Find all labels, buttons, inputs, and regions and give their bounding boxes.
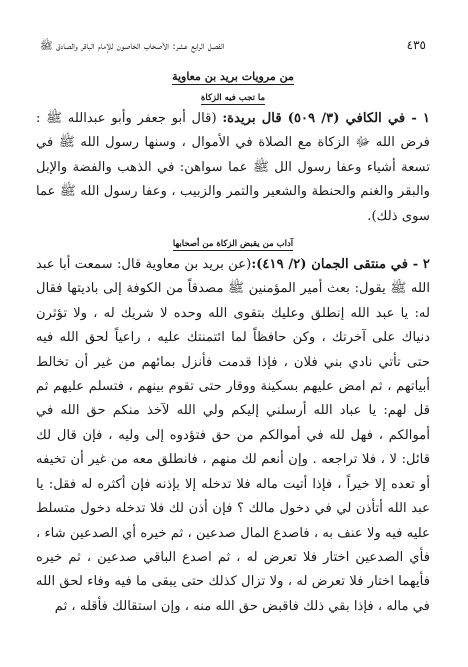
hadith-paragraph-1	[36, 107, 430, 229]
subtitle-block-2	[36, 231, 430, 253]
subsection-title: آداب من يقبض الزكاة من أصحابها	[172, 239, 294, 250]
hadith-reference: ٢ - في منتقى الجمان (٢/ ٤١٩):	[251, 257, 431, 273]
subtitle-block-1	[36, 85, 430, 107]
hadith-reference: ١ - في الكافي (٣/ ٥٠٩) قال بريدة:	[222, 111, 430, 126]
subsection-title: ما تجب فيه الزكاة	[200, 93, 266, 103]
running-header	[36, 38, 430, 53]
section-title: من مرويات بريد بن معاوية	[172, 70, 294, 83]
running-title: الفصل الرابع عشر: الأصحاب الخاصون للإمام الباقر والصادق ﷺ	[40, 40, 225, 52]
page-number: ٤٣٥	[406, 38, 426, 52]
section-title-block	[36, 65, 430, 85]
hadith-paragraph-2	[36, 253, 430, 619]
hadith-text: (عن بريد بن معاوية قال: سمعت أبا عبد الله ﷺ يقول: بعث أمير المؤمنين ﷺ مصدقاً من الكوفة إلى باديتها فقال له: يا عبد الله إنطلق وعليك بتقوى الله وحده لا شريك له ، ولا تؤثرن دنياك على آخرتك ، وكن حافظاً لما ائتمنتك عليه ، راعياً لحق الله فيه حتى تأتي نادي بني فلان ، فإذا قدمت فأنزل بمائهم من غير أن تخالط أبياتهم ، ثم امض عليهم بسكينة ووقار حتى تقوم بينهم ، فتسلم عليهم ثم قل لهم: يا عباد الله أرسلني إليكم ولي الله لآخذ منكم حق الله في أموالكم ، فهل لله في أموالكم من حق فتؤدوه إلى وليه ، فإن قال لك قائل: لا ، فلا تراجعه . وإن أنعم لك منهم ، فانطلق معه من غير أن تخيفه أو تعده إلا خيراً ، فإذا أتيت ماله فلا تدخله إلا بإذنه فإن أكثره له فقل: يا عبد الله أتأذن لي في دخول مالك ؟ فإن أذن لك فلا تدخله دخول متسلط عليه فيه ولا عنف به ، فاصدع المال صدعين ، ثم خيره أي الصدعين شاء ، فأي الصدعين اختار فلا تعرض له ، ثم اصدع الباقي صدعين ، ثم خيره فأيهما اختار فلا تعرض له ، ولا تزال كذلك حتى يبقى ما فيه وفاء لحق الله في ماله ، فإذا بقي ذلك فاقبض حق الله منه ، وإن استقالك فأقله ، ثم	[36, 257, 430, 614]
hadith-text: (قال أبو جعفر وأبو عبدالله ﷺ : فرض الله ﷻ الزكاة مع الصلاة في الأموال ، وسنها رسول الله ﷺ في تسعة أشياء وعفا رسول الل ﷺ عما سواهن: في الذهب والفضة والإبل والبقر والغنم والحنطة والشعير والتمر والزبيب ، وعفا رسول الله ﷺ عما سوى ذلك).	[36, 111, 430, 224]
